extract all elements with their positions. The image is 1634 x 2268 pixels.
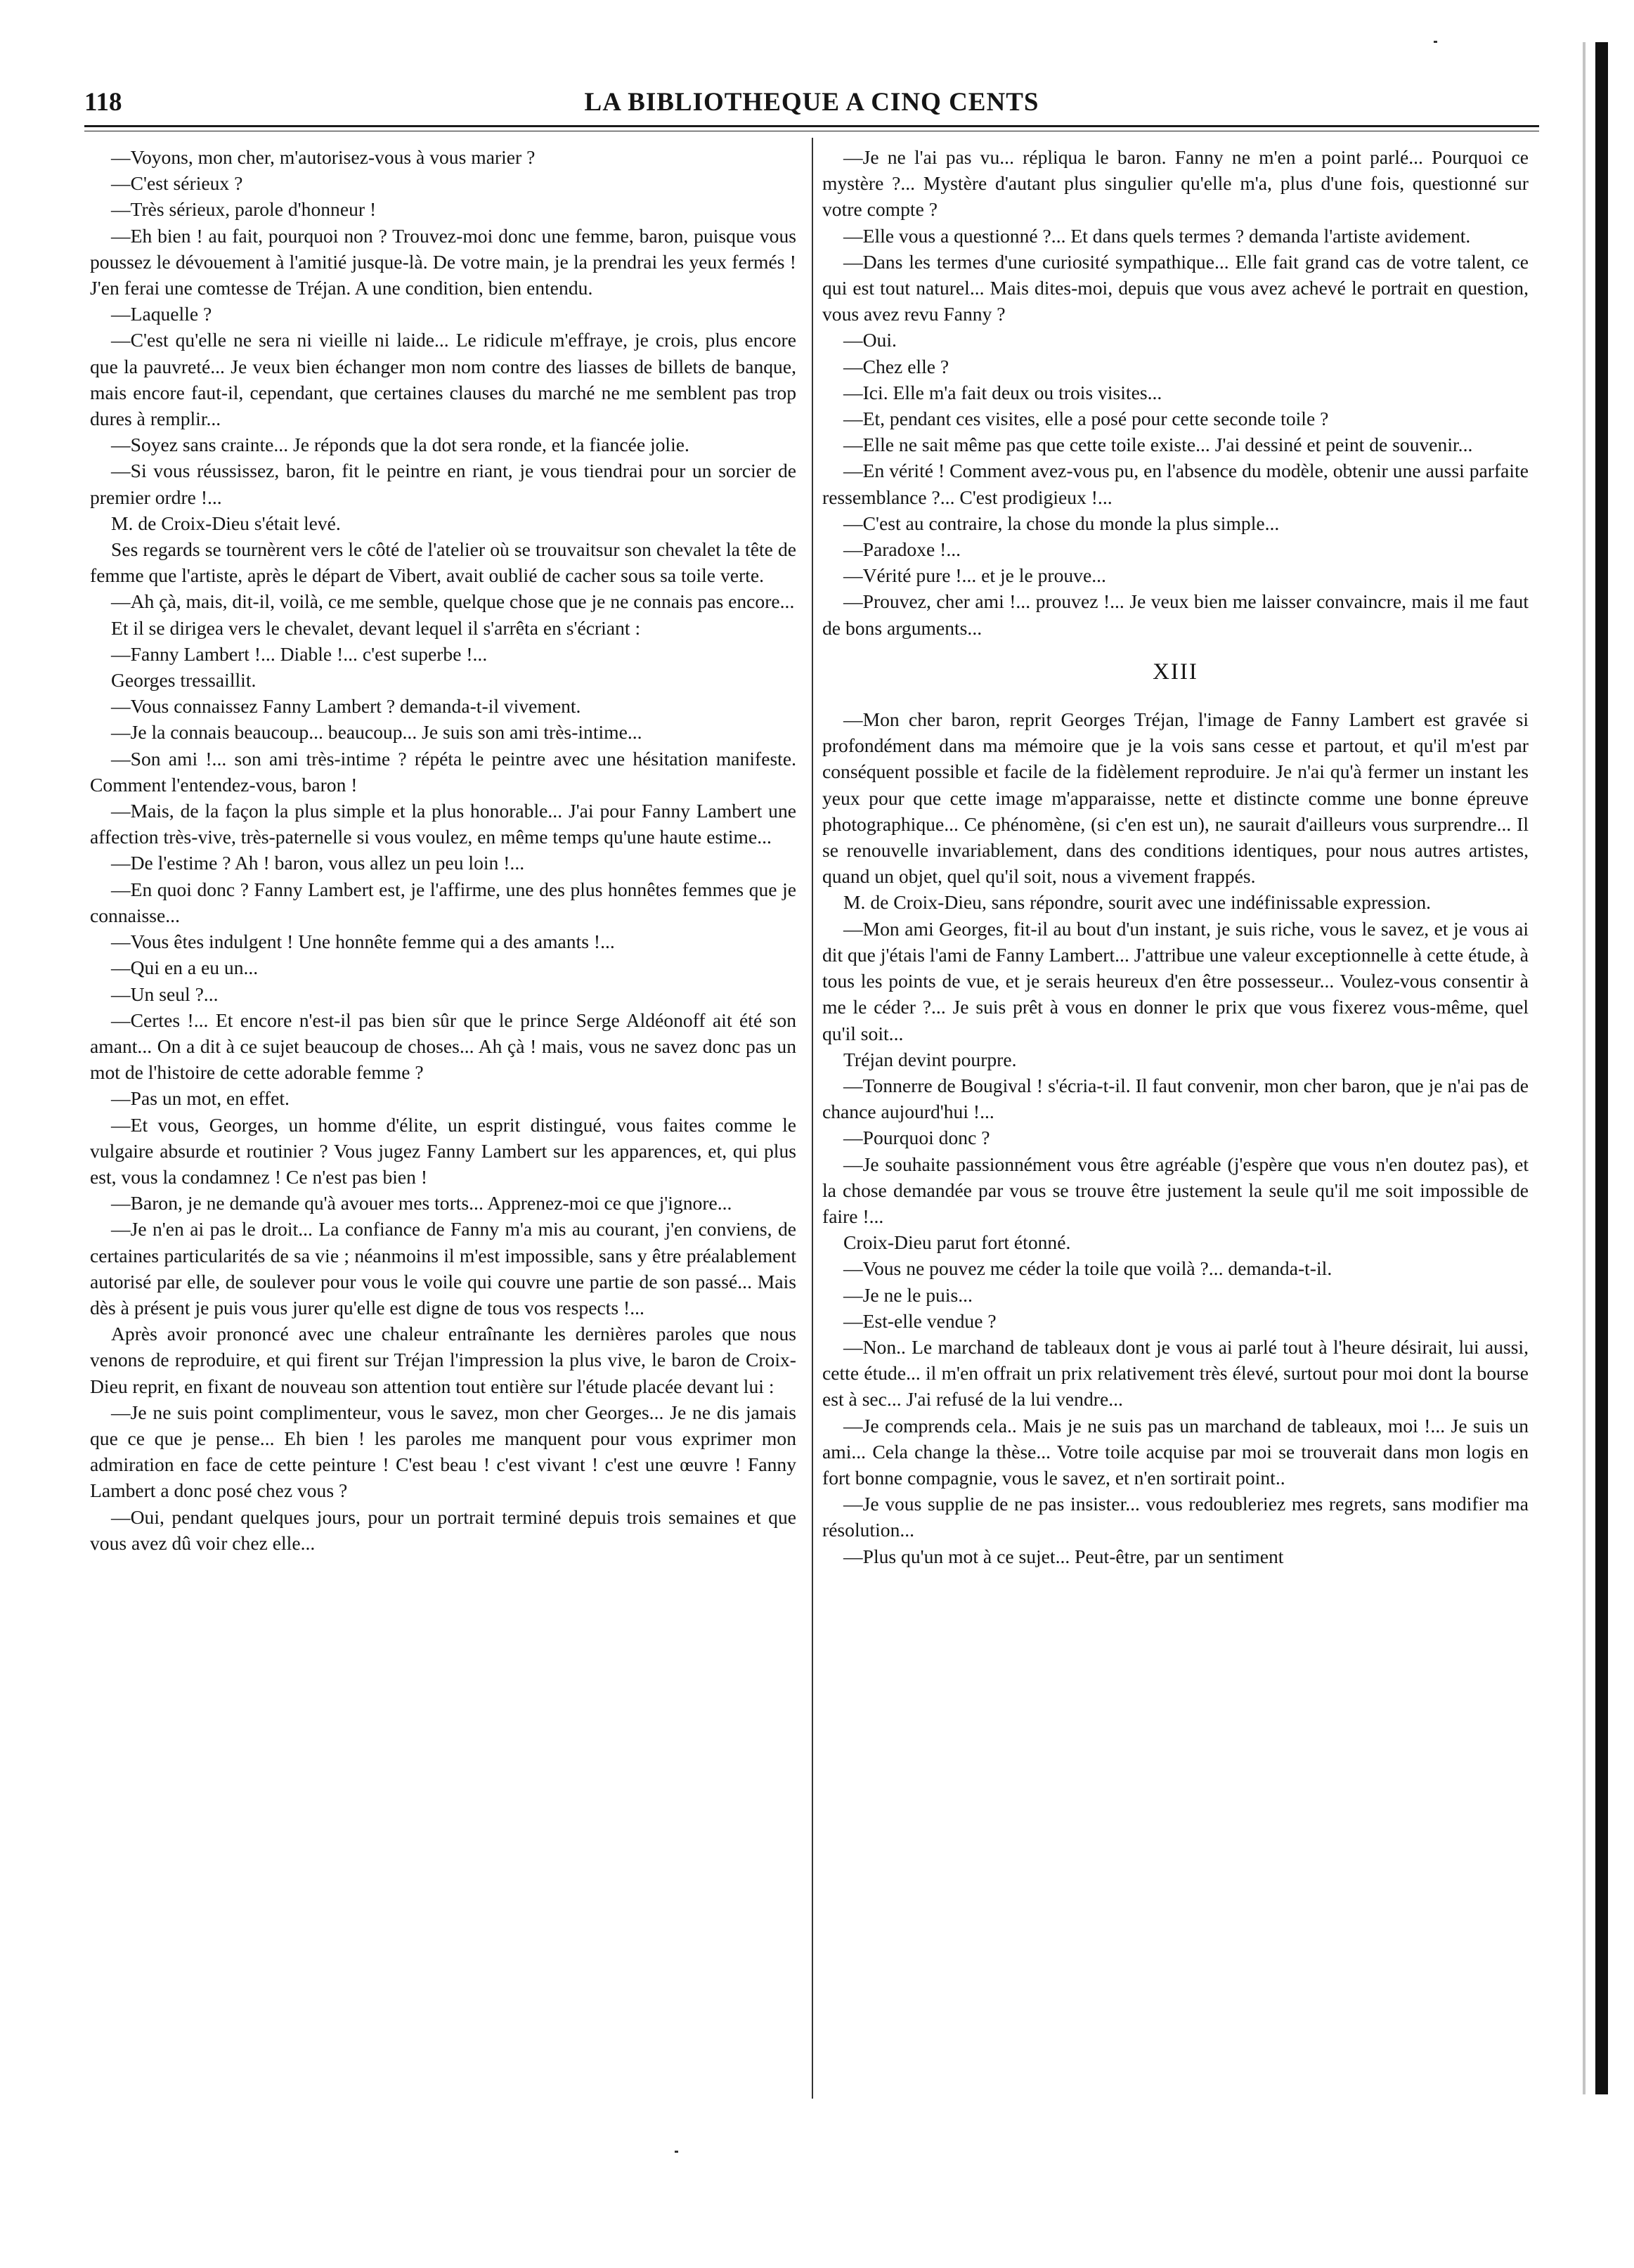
paragraph: —Un seul ?... — [111, 983, 219, 1005]
paragraph: —Prouvez, cher ami !... prouvez !... Je veux bien me laisser convaincre, mais il me faut de bons arguments... — [822, 590, 1529, 639]
scan-edge-shadow — [1583, 42, 1586, 2094]
paragraph: —Je souhaite passionnément vous être agréable (j'espère que vous n'en doutez pas), et la chose demandée par vous se trouve être justement la seule qu'il me soit impossible de faire !... — [822, 1153, 1529, 1227]
paragraph: —Je comprends cela.. Mais je ne suis pas un marchand de tableaux, moi !... Je suis un ami... Cela change la thèse... Votre toile acquise par moi se trouverait dans mon logis en fort bonne compagnie, vous le savez, et n'en sortirait point.. — [822, 1414, 1529, 1489]
paragraph: —De l'estime ? Ah ! baron, vous allez un peu loin !... — [111, 852, 525, 874]
paragraph: —Elle vous a questionné ?... Et dans quels termes ? demanda l'artiste avidement. — [843, 224, 1471, 247]
paragraph: —Certes !... Et encore n'est-il pas bien sûr que le prince Serge Aldéonoff ait été son amant... On a dit à ce sujet beaucoup de choses... Ah çà ! mais, vous ne savez donc pas un mot de l'histoire de cette adorable femme ? — [90, 1009, 796, 1084]
paragraph: Ses regards se tournèrent vers le côté de l'atelier où se trouvaitsur son chevalet la tête de femme que l'artiste, après le départ de Vibert, avait oublié de cacher sous sa toile verte. — [90, 538, 796, 587]
paragraph: —Soyez sans crainte... Je réponds que la dot sera ronde, et la fiancée jolie. — [111, 434, 689, 456]
paragraph: —Mon cher baron, reprit Georges Tréjan, l'image de Fanny Lambert est gravée si profondément dans ma mémoire que je la vois sans cesse et partout, et qu'il m'est par conséquent possible et facile de la fidèlement reproduire. Je n'ai qu'à fermer un instant les yeux pour que cette image m'apparaisse, nette et distincte comme une bonne épreuve photographique... Ce phénomène, (si c'en est un), ne saurait d'ailleurs vous surprendre... Il se renouvelle invariablement, dans des conditions identiques, pour nous autres artistes, quand un objet, quel qu'il soit, nous a vivement frappés. — [822, 708, 1529, 888]
paragraph: —Ah çà, mais, dit-il, voilà, ce me semble, quelque chose que je ne connais pas encore... — [111, 590, 795, 613]
paragraph: —C'est sérieux ? — [111, 172, 243, 195]
paragraph: —Pourquoi donc ? — [843, 1127, 990, 1149]
paragraph: —Plus qu'un mot à ce sujet... Peut-être, par un sentiment — [843, 1545, 1284, 1567]
paragraph: —Voyons, mon cher, m'autorisez-vous à vous marier ? — [111, 146, 536, 168]
paragraph: —Oui, pendant quelques jours, pour un portrait terminé depuis trois semaines et que vous avez dû voir chez elle... — [90, 1505, 796, 1554]
running-title: LA BIBLIOTHEQUE A CINQ CENTS — [584, 88, 1039, 117]
paragraph: —Et vous, Georges, un homme d'élite, un esprit distingué, vous faites comme le vulgaire absurde et routinier ? Vous jugez Fanny Lambert sur les apparences, et, qui plus est, vous la condamnez ! Ce n'est pas bien ! — [90, 1113, 796, 1188]
scan-speck — [675, 2151, 678, 2153]
paragraph: —Non.. Le marchand de tableaux dont je vous ai parlé tout à l'heure désirait, lui aussi, cette étude... il m'en offrait un prix relativement très élevé, surtout pour moi dont la bourse est à sec... J'ai refusé de la lui vendre... — [822, 1335, 1529, 1411]
scan-edge-bar — [1595, 42, 1608, 2094]
paragraph: —Eh bien ! au fait, pourquoi non ? Trouvez-moi donc une femme, baron, puisque vous poussez le dévouement à l'amitié jusque-là. De votre main, je la prendrai les yeux fermés ! J'en ferai une comtesse de Tréjan. A une condition, bien entendu. — [90, 224, 796, 299]
paragraph: Après avoir prononcé avec une chaleur entraînante les dernières paroles que nous venons de reproduire, et qui firent sur Tréjan l'impression la plus vive, le baron de Croix-Dieu reprit, en fixant de nouveau son attention tout entière sur l'étude placée devant lui : — [90, 1323, 796, 1397]
paragraph: —Vérité pure !... et je le prouve... — [843, 564, 1106, 587]
paragraph: —Je n'en ai pas le droit... La confiance de Fanny m'a mis au courant, j'en conviens, de certaines particularités de sa vie ; néanmoins il m'est impossible, sans y être préalablement autorisé par elle, de soulever pour vous le voile qui couvre une partie de son passé... Mais dès à présent je puis vous jurer qu'elle est digne de tous vos respects !... — [90, 1218, 796, 1318]
paragraph: —C'est qu'elle ne sera ni vieille ni laide... Le ridicule m'effraye, je crois, plus encore que la pauvreté... Je veux bien échanger mon nom contre des liasses de billets de banque, mais encore faut-il, cependant, que certaines clauses du marché ne me semblent pas trop dures à remplir... — [90, 329, 796, 430]
paragraph: —Tonnerre de Bougival ! s'écria-t-il. Il faut convenir, mon cher baron, que je n'ai pas de chance aujourd'hui !... — [822, 1074, 1529, 1123]
paragraph: —Baron, je ne demande qu'à avouer mes torts... Apprenez-moi ce que j'ignore... — [111, 1192, 732, 1214]
paragraph: —Fanny Lambert !... Diable !... c'est superbe !... — [111, 642, 488, 665]
paragraph: —Qui en a eu un... — [111, 957, 259, 979]
paragraph: —Pas un mot, en effet. — [111, 1087, 290, 1110]
paragraph: —Vous connaissez Fanny Lambert ? demanda-t-il vivement. — [111, 695, 581, 718]
section-heading: XIII — [1153, 659, 1198, 685]
paragraph: Georges tressaillit. — [111, 669, 257, 692]
paragraph: —Je ne l'ai pas vu... répliqua le baron. Fanny ne m'en a point parlé... Pourquoi ce mystère ?... Mystère d'autant plus singulier qu'elle m'a, plus d'une fois, questionné sur votre compte ? — [822, 146, 1529, 221]
paragraph: —Vous ne pouvez me céder la toile que voilà ?... demanda-t-il. — [843, 1257, 1333, 1280]
paragraph: —Mais, de la façon la plus simple et la plus honorable... J'ai pour Fanny Lambert une affection très-vive, très-paternelle si vous voulez, en même temps qu'une haute estime... — [90, 800, 796, 848]
paragraph: —Mon ami Georges, fit-il au bout d'un instant, je suis riche, vous le savez, et je vous ai dit que j'étais l'ami de Fanny Lambert... J'attribue une valeur exceptionnelle à cette étude, à tous les points de vue, et je serais heureux d'en être possesseur... Voulez-vous consentir à me le céder ?... Je suis prêt à vous en donner le prix que vous fixerez vous-même, quel qu'il soit... — [822, 917, 1529, 1044]
paragraph: —Elle ne sait même pas que cette toile existe... J'ai dessiné et peint de souvenir... — [843, 434, 1473, 456]
paragraph: Tréjan devint pourpre. — [843, 1048, 1017, 1070]
paragraph: —Son ami !... son ami très-intime ? répéta le peintre avec une hésitation manifeste. Comment l'entendez-vous, baron ! — [90, 747, 796, 796]
paragraph: —Je la connais beaucoup... beaucoup... Je suis son ami très-intime... — [111, 721, 642, 744]
paragraph: —Si vous réussissez, baron, fit le peintre en riant, je vous tiendrai pour un sorcier de premier ordre !... — [90, 460, 796, 508]
paragraph: —Je vous supplie de ne pas insister... vous redoubleriez mes regrets, sans modifier ma résolution... — [822, 1493, 1529, 1541]
paragraph: Croix-Dieu parut fort étonné. — [843, 1231, 1071, 1254]
paragraph: —Ici. Elle m'a fait deux ou trois visites... — [843, 381, 1162, 403]
paragraph: M. de Croix-Dieu, sans répondre, sourit avec une indéfinissable expression. — [843, 891, 1432, 914]
paragraph: —Vous êtes indulgent ! Une honnête femme qui a des amants !... — [111, 931, 615, 953]
paragraph: —Et, pendant ces visites, elle a posé pour cette seconde toile ? — [843, 408, 1329, 430]
paragraph: —En quoi donc ? Fanny Lambert est, je l'affirme, une des plus honnêtes femmes que je connaisse... — [90, 878, 796, 926]
paragraph: —En vérité ! Comment avez-vous pu, en l'absence du modèle, obtenir une aussi parfaite ressemblance ?... C'est prodigieux !... — [822, 460, 1529, 508]
paragraph: —Je ne le puis... — [843, 1283, 973, 1306]
paragraph: Et il se dirigea vers le chevalet, devant lequel il s'arrêta en s'écriant : — [111, 616, 641, 639]
left-column — [90, 144, 796, 2105]
scan-speck — [1434, 41, 1437, 43]
right-column — [822, 144, 1529, 2105]
column-divider — [812, 138, 813, 2099]
paragraph: —Très sérieux, parole d'honneur ! — [111, 198, 377, 221]
paragraph: —Chez elle ? — [843, 355, 949, 377]
page-number: 118 — [84, 88, 122, 117]
paragraph: —C'est au contraire, la chose du monde la plus simple... — [843, 512, 1280, 534]
paragraph: —Est-elle vendue ? — [843, 1309, 997, 1332]
paragraph: —Paradoxe !... — [843, 538, 961, 561]
paragraph: —Je ne suis point complimenteur, vous le savez, mon cher Georges... Je ne dis jamais que ce que je pense... Eh bien ! les paroles me manquent pour vous exprimer mon admiration en face de cette peinture ! C'est beau ! c'est vivant ! c'est une œuvre ! Fanny Lambert a donc posé chez vous ? — [90, 1401, 796, 1502]
header-rule — [84, 125, 1539, 127]
paragraph: —Laquelle ? — [111, 303, 212, 325]
paragraph: —Oui. — [843, 329, 897, 351]
paragraph: —Dans les termes d'une curiosité sympathique... Elle fait grand cas de votre talent, ce qui est tout naturel... Mais dites-moi, depuis que vous avez achevé le portrait en question, vous avez revu Fanny ? — [822, 250, 1529, 325]
page-header — [84, 83, 1539, 125]
paragraph: M. de Croix-Dieu s'était levé. — [111, 512, 341, 534]
